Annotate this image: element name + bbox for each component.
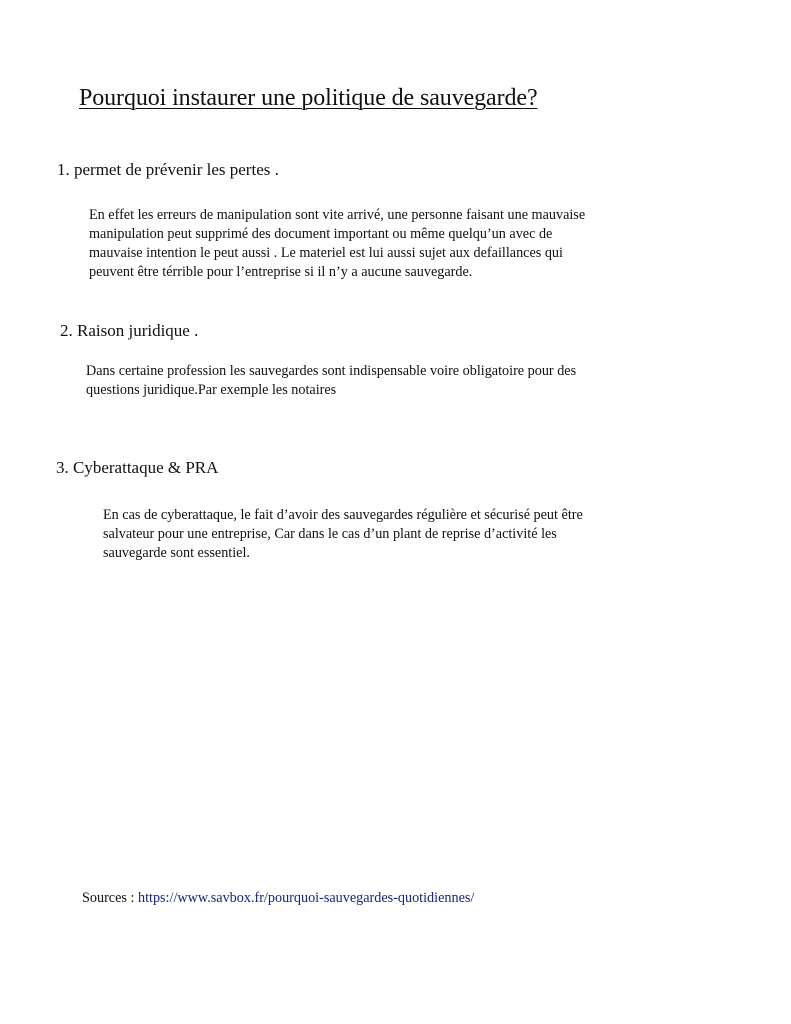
paragraph-line: mauvaise intention le peut aussi . Le materiel est lui aussi sujet aux defaillances qui: [89, 245, 563, 261]
paragraph-line: sauvegarde sont essentiel.: [103, 545, 250, 561]
section-heading-1: 1. permet de prévenir les pertes .: [57, 160, 279, 179]
sources-label: Sources :: [82, 890, 138, 906]
section-paragraph-2: [86, 362, 576, 400]
paragraph-line: manipulation peut supprimé des document important ou même quelqu’un avec de: [89, 226, 553, 242]
sources-line: [82, 890, 474, 907]
section-paragraph-1: [89, 206, 585, 282]
section-heading-2: 2. Raison juridique .: [60, 321, 199, 340]
section-heading-3: 3. Cyberattaque & PRA: [56, 458, 219, 477]
paragraph-line: salvateur pour une entreprise, Car dans le cas d’un plant de reprise d’activité les: [103, 526, 557, 542]
paragraph-line: questions juridique.Par exemple les notaires: [86, 382, 337, 398]
paragraph-line: En effet les erreurs de manipulation sont vite arrivé, une personne faisant une mauvaise: [89, 207, 586, 223]
source-link[interactable]: https://www.savbox.fr/pourquoi-sauvegardes-quotidiennes/: [137, 890, 475, 906]
paragraph-line: En cas de cyberattaque, le fait d’avoir des sauvegardes régulière et sécurisé peut être: [103, 507, 583, 523]
section-paragraph-3: [103, 506, 583, 563]
paragraph-line: Dans certaine profession les sauvegardes sont indispensable voire obligatoire pour des: [86, 363, 577, 379]
paragraph-line: peuvent être térrible pour l’entreprise si il n’y a aucune sauvegarde.: [89, 264, 473, 280]
page-title: Pourquoi instaurer une politique de sauvegarde?: [79, 85, 538, 111]
